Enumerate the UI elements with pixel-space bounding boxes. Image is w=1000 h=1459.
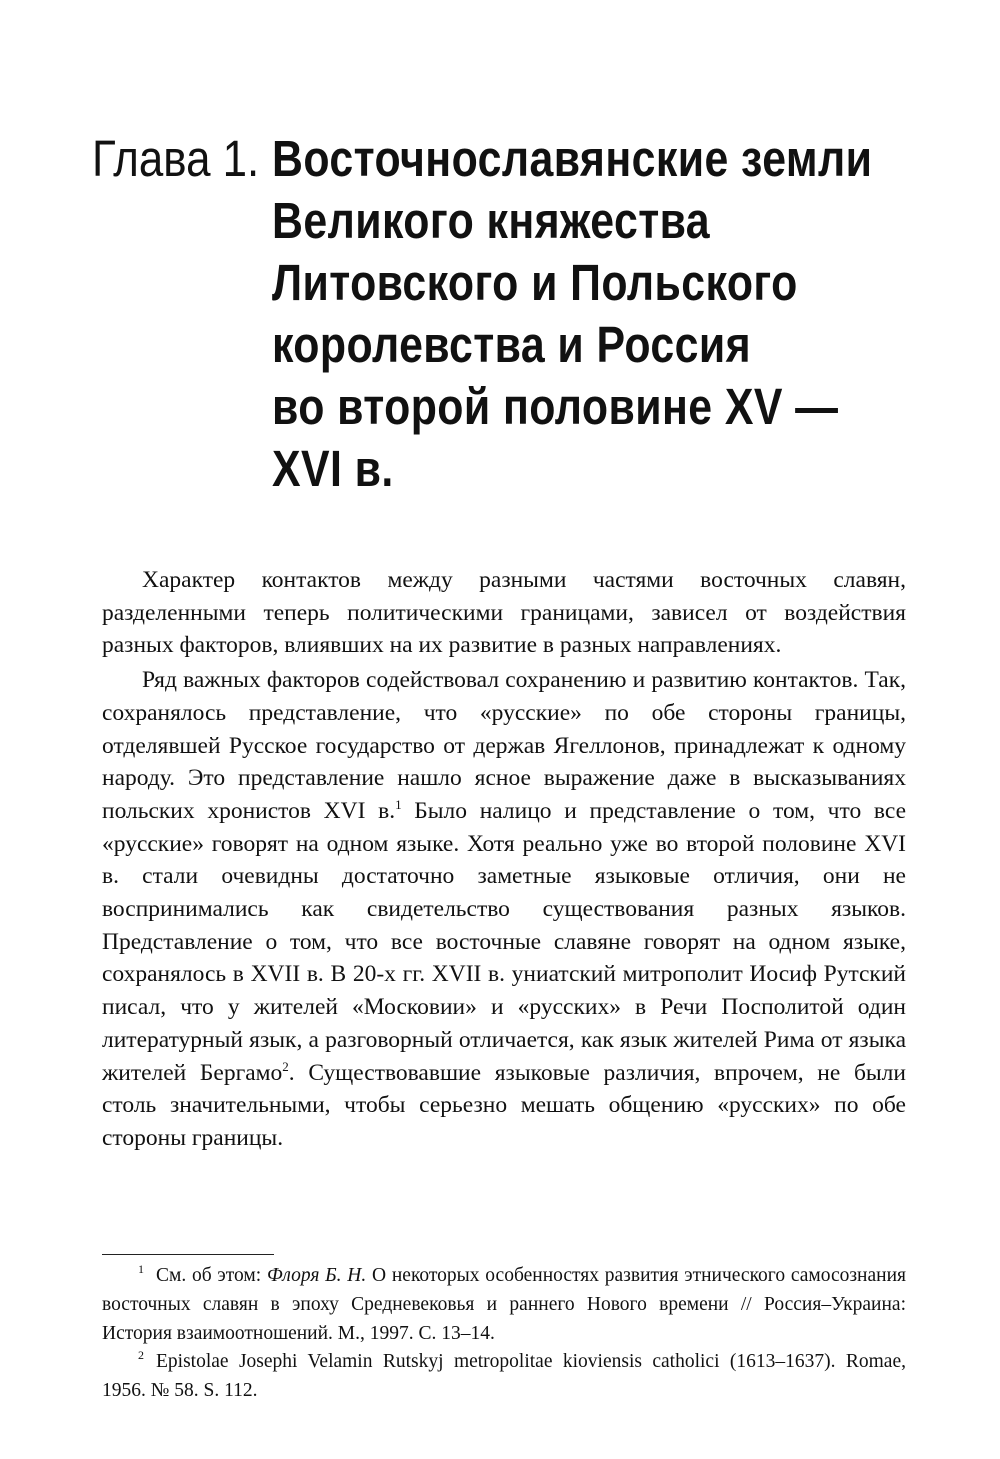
chapter-heading — [92, 128, 972, 500]
footnote-text: Epistolae Josephi Velamin Rutskyj metropolitae kioviensis catholici (1613–1637). Romae, 1956. № 58. S. 112. — [102, 1351, 906, 1402]
footnote-number: 2 — [138, 1348, 144, 1363]
footnote-reference[interactable]: 1 — [395, 796, 402, 812]
footnote-prefix: См. об этом: — [156, 1265, 267, 1286]
chapter-title-line: Литовского и Польского — [272, 254, 798, 311]
footnote-author: Флоря Б. Н. — [266, 1265, 367, 1286]
footnote-text: О некоторых особенностях развития этнического самосознания восточных славян в эпоху Средневековья и раннего Нового времени // Россия–Украина: История взаимоотношений. М., 1997. С. 13–14. — [102, 1265, 906, 1344]
paragraph: Характер контактов между разными частями восточных славян, разделенными теперь политическими границами, зависел от воздействия разных факторов, влиявших на их развитие в разных направлениях. — [102, 567, 906, 659]
footnote-number: 1 — [138, 1262, 144, 1276]
footnote — [102, 1262, 906, 1348]
footnote-divider — [102, 1254, 274, 1255]
chapter-title-line: XVI в. — [272, 440, 394, 497]
paragraph — [102, 664, 906, 1155]
paragraph-text: . Существовавшие языковые различия, впрочем, не были столь значительными, чтобы серьезно мешать общению «русских» по обе стороны границы. — [102, 1059, 906, 1151]
paragraph-text: Было налицо и представление о том, что все «русские» говорят на одном языке. Хотя реально уже во второй половине XVI в. стали очевидны достаточно заметные языковые отличия, они не воспринимались как свидетельство существования разных языков. Представление о том, что все восточные славяне говорят на одном языке, сохранялось в XVII в. В 20-х гг. XVII в. униатский митрополит Иосиф Рутский писал, что у жителей «Московии» и «русских» в Речи Посполитой один литературный язык, а разговорный отличается, как язык жителей Рима от языка жителей Бергамо — [102, 797, 906, 1086]
chapter-title-line: Великого княжества — [272, 192, 711, 249]
footnote — [102, 1348, 906, 1406]
chapter-label: Глава 1. — [92, 130, 260, 187]
footnotes — [102, 1262, 906, 1406]
chapter-title — [272, 128, 872, 500]
chapter-title-line: во второй половине XV — — [272, 378, 839, 435]
footnote-reference[interactable]: 2 — [282, 1058, 289, 1074]
chapter-title-line: королевства и Россия — [272, 316, 752, 373]
paragraph-text: Ряд важных факторов содействовал сохранению и развитию контактов. Так, сохранялось представление, что «русские» по обе стороны границы, отделявшей Русское государство от держав Ягеллонов, принадлежат к одному народу. Это представление нашло ясное выражение даже в высказываниях польских хронистов XVI в. — [102, 667, 906, 824]
body-text — [102, 564, 906, 1155]
chapter-title-line: Восточнославянские земли — [272, 130, 873, 187]
